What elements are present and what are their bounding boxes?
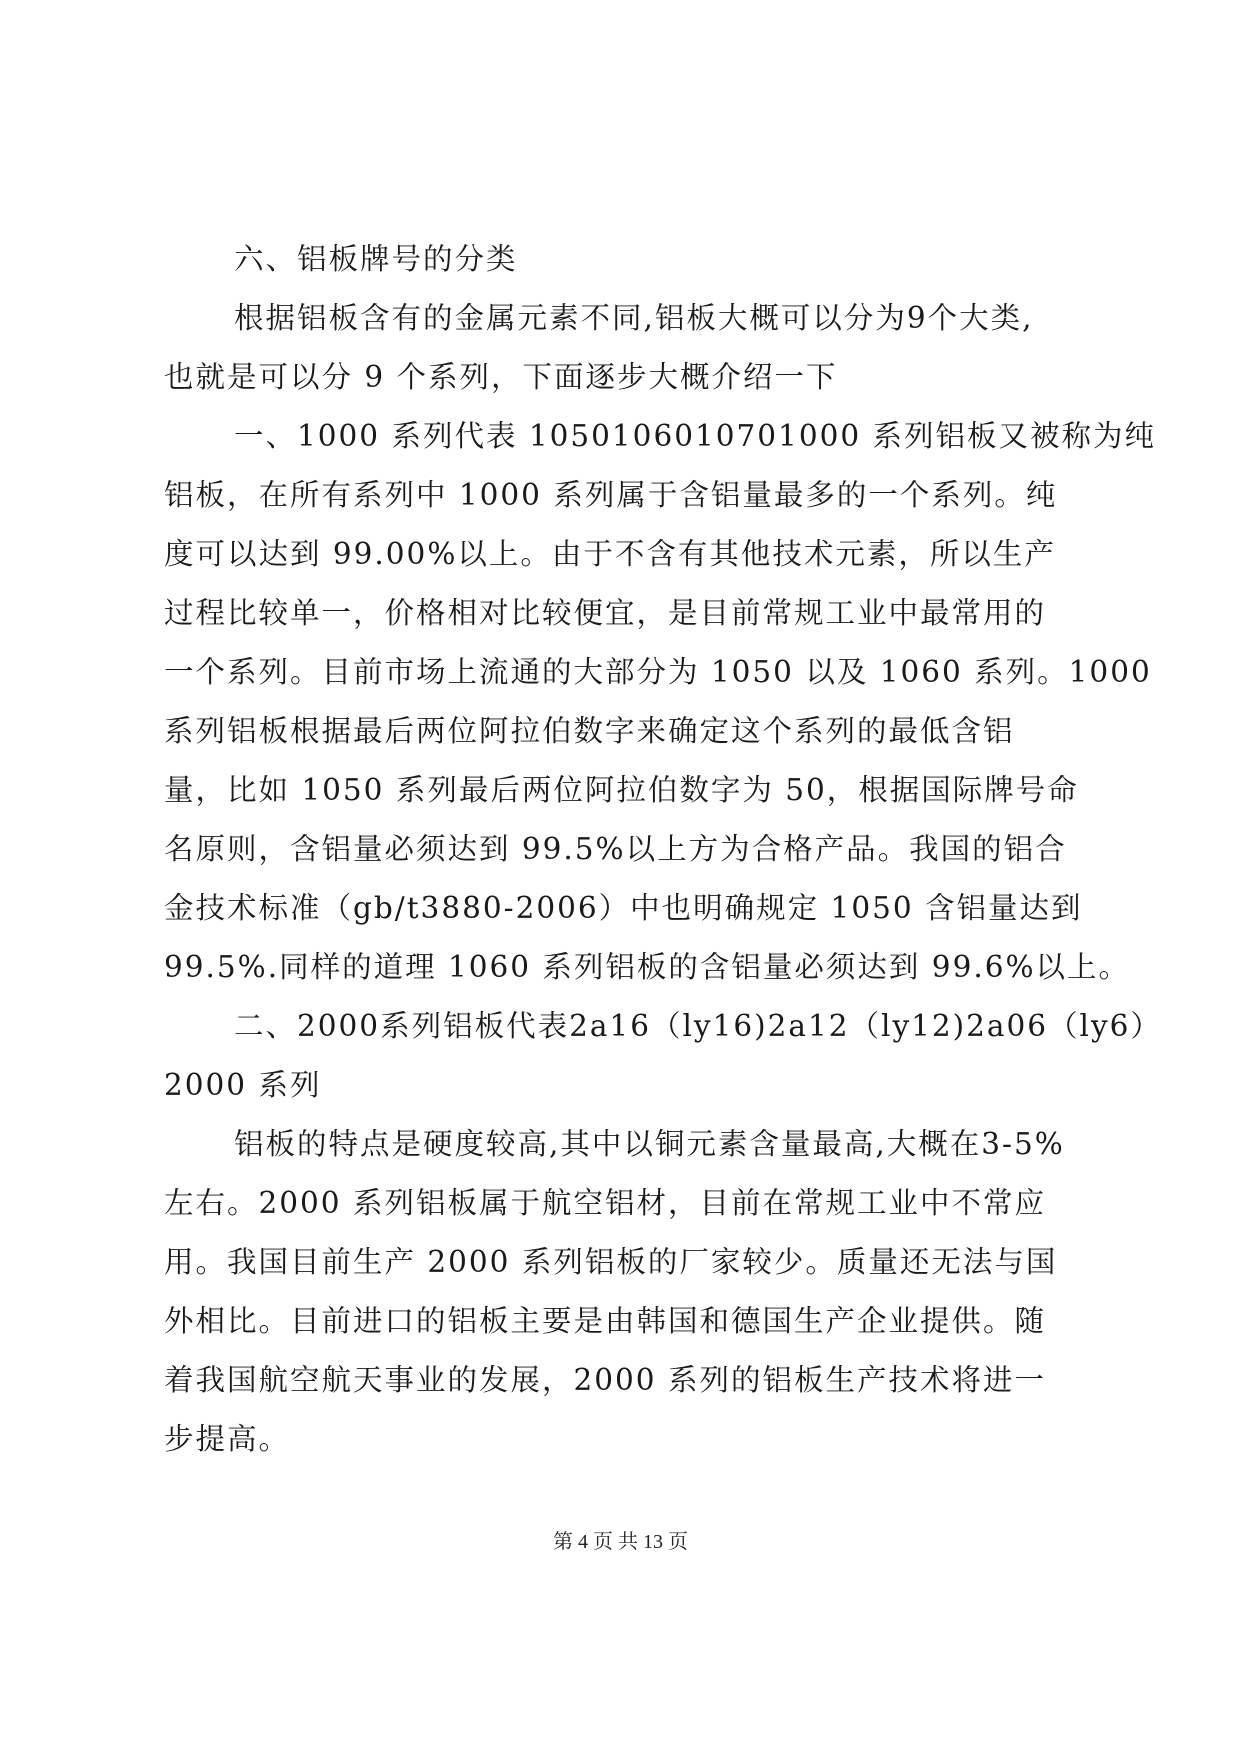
paragraph-line: 二、2000系列铝板代表2a16（ly16)2a12（ly12)2a06（ly6） [234, 1009, 1162, 1043]
paragraph-line: 名原则，含铝量必须达到 99.5%以上方为合格产品。我国的铝合 [164, 832, 1067, 866]
paragraph-line: 外相比。目前进口的铝板主要是由韩国和德国生产企业提供。随 [164, 1304, 1047, 1338]
paragraph-line: 也就是可以分 9 个系列，下面逐步大概介绍一下 [164, 360, 838, 394]
paragraph-line: 2000 系列 [164, 1068, 322, 1102]
paragraph-line: 左右。2000 系列铝板属于航空铝材，目前在常规工业中不常应 [164, 1186, 1046, 1220]
paragraph-line: 着我国航空航天事业的发展，2000 系列的铝板生产技术将进一 [164, 1363, 1046, 1397]
paragraph-line: 铝板，在所有系列中 1000 系列属于含铝量最多的一个系列。纯 [164, 478, 1058, 512]
page-number-footer: 第 4 页 共 13 页 [553, 1531, 688, 1553]
paragraph-line: 用。我国目前生产 2000 系列铝板的厂家较少。质量还无法与国 [164, 1245, 1058, 1279]
paragraph-line: 系列铝板根据最后两位阿拉伯数字来确定这个系列的最低含铝 [164, 714, 1015, 748]
section-heading-6: 六、铝板牌号的分类 [234, 242, 518, 276]
paragraph-line: 一、1000 系列代表 1050106010701000 系列铝板又被称为纯 [234, 419, 1157, 453]
paragraph-line: 一个系列。目前市场上流通的大部分为 1050 以及 1060 系列。1000 [164, 655, 1152, 689]
paragraph-line: 根据铝板含有的金属元素不同,铝板大概可以分为9个大类, [234, 301, 1034, 335]
body-text [164, 230, 1162, 1469]
paragraph-line: 量，比如 1050 系列最后两位阿拉伯数字为 50，根据国际牌号命 [164, 773, 1079, 807]
paragraph-line: 度可以达到 99.00%以上。由于不含有其他技术元素，所以生产 [164, 537, 1056, 571]
paragraph-line: 铝板的特点是硬度较高,其中以铜元素含量最高,大概在3-5% [234, 1127, 1065, 1161]
paragraph-line: 步提高。 [164, 1422, 291, 1456]
paragraph-line: 99.5%.同样的道理 1060 系列铝板的含铝量必须达到 99.6%以上。 [164, 950, 1131, 984]
paragraph-line: 过程比较单一，价格相对比较便宜，是目前常规工业中最常用的 [164, 596, 1047, 630]
paragraph-line: 金技术标准（gb/t3880-2006）中也明确规定 1050 含铝量达到 [164, 891, 1083, 925]
